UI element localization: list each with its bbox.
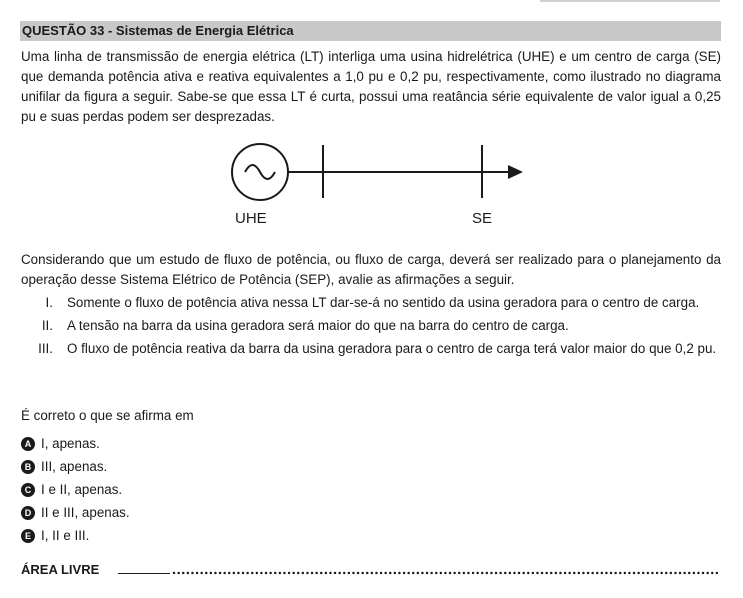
statement-item <box>21 316 721 336</box>
option-letter-badge: D <box>21 506 35 520</box>
option-text: I, apenas. <box>41 436 100 451</box>
statement-item <box>21 339 721 359</box>
option-d[interactable] <box>21 501 130 524</box>
free-area-rule <box>118 573 170 574</box>
intro-paragraph: Uma linha de transmissão de energia elétrica (LT) interliga uma usina hidrelétrica (UHE) e um centro de carga (SE) que demanda potência ativa e reativa equivalentes a 1,0 pu e 0,2 pu, respectivamente, como ilustrado no diagrama unifilar da figura a seguir. Sabe-se que essa LT é curta, possui uma reatância série equivalente de valor igual a 0,25 pu e suas perdas podem ser desprezadas. <box>21 49 721 124</box>
se-label: SE <box>472 210 493 227</box>
question-header: QUESTÃO 33 - Sistemas de Energia Elétrica <box>20 21 721 41</box>
option-text: III, apenas. <box>41 459 108 474</box>
option-c[interactable] <box>21 478 130 501</box>
option-a[interactable] <box>21 432 130 455</box>
option-e[interactable] <box>21 524 130 547</box>
question-prompt: É correto o que se afirma em <box>21 408 194 423</box>
context-paragraph: Considerando que um estudo de fluxo de potência, ou fluxo de carga, deverá ser realizado para o planejamento da operação desse Sistema Elétrico de Potência (SEP), avalie as afirmações a seguir. <box>21 252 721 287</box>
uhe-label: UHE <box>235 210 267 227</box>
free-area-label: ÁREA LIVRE <box>21 562 100 577</box>
statements-list <box>21 293 721 362</box>
load-arrow-icon <box>508 165 523 179</box>
statement-number: II. <box>41 318 53 333</box>
sine-wave-icon <box>245 165 275 179</box>
statement-text: A tensão na barra da usina geradora será maior do que na barra do centro de carga. <box>67 318 569 333</box>
option-text: I e II, apenas. <box>41 482 123 497</box>
statement-item <box>21 293 721 313</box>
free-area-dotted-rule <box>172 571 721 575</box>
option-letter-badge: B <box>21 460 35 474</box>
option-b[interactable] <box>21 455 130 478</box>
statement-number: III. <box>38 341 53 356</box>
option-letter-badge: C <box>21 483 35 497</box>
option-letter-badge: A <box>21 437 35 451</box>
option-letter-badge: E <box>21 529 35 543</box>
statement-number: I. <box>45 295 53 310</box>
option-text: II e III, apenas. <box>41 505 130 520</box>
statement-text: O fluxo de potência reativa da barra da usina geradora para o centro de carga terá valor maior do que 0,2 pu. <box>67 341 717 356</box>
option-text: I, II e III. <box>41 528 90 543</box>
top-rule <box>540 0 720 2</box>
answer-options <box>21 432 130 547</box>
statement-text: Somente o fluxo de potência ativa nessa LT dar-se-á no sentido da usina geradora para o centro de carga. <box>67 295 700 310</box>
